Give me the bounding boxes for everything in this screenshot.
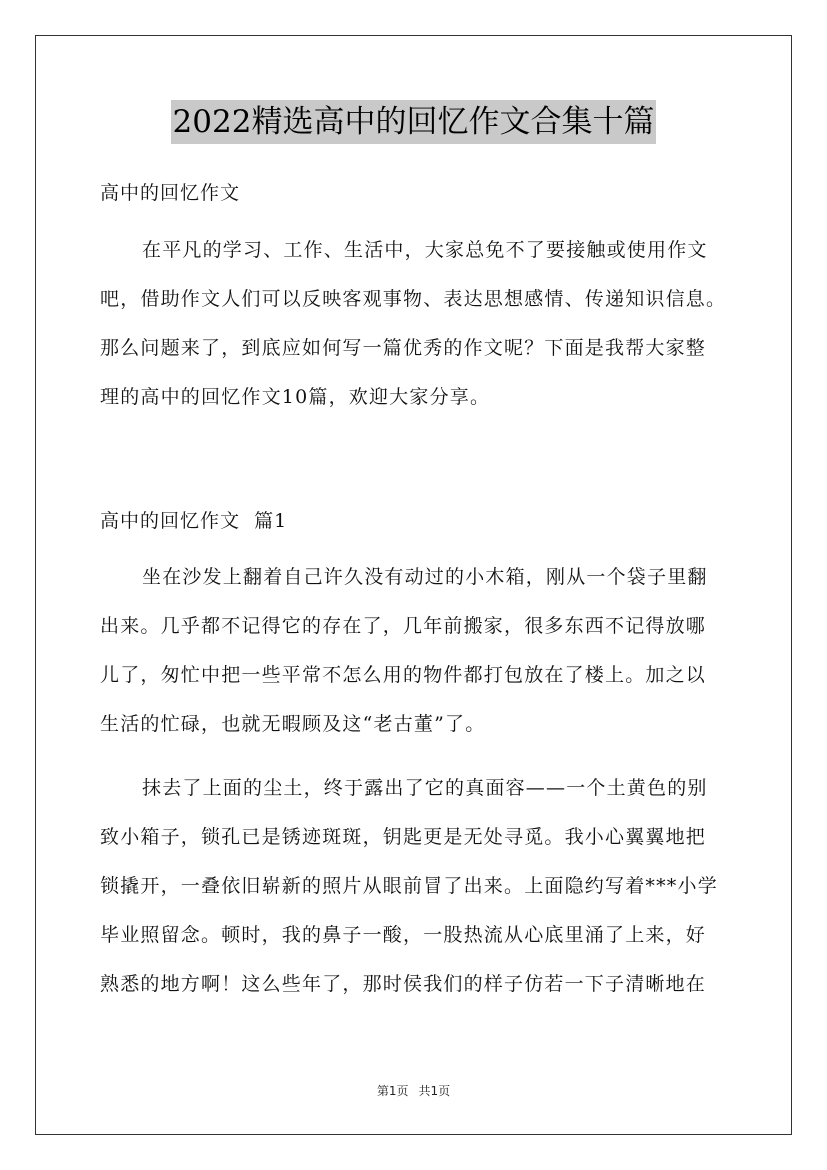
title-area: [0, 100, 827, 144]
document-title: 2022精选高中的回忆作文合集十篇: [171, 100, 657, 144]
para1-line-4: 生活的忙碌，也就无暇顾及这“老古董”了。: [100, 713, 486, 735]
intro-heading: 高中的回忆作文: [100, 182, 241, 204]
para2-line-2: 致小箱子，锁孔已是锈迹斑斑，钥匙更是无处寻觅。我小心翼翼地把: [100, 826, 707, 848]
section-heading: 高中的回忆作文 篇1: [100, 510, 288, 532]
intro-line-1: 在平凡的学习、工作、生活中，大家总免不了要接触或使用作文: [142, 239, 708, 261]
intro-paragraph: [100, 226, 740, 422]
para1-line-2: 出来。几乎都不记得它的存在了，几年前搬家，很多东西不记得放哪: [100, 615, 707, 637]
para2-line-3: 锁撬开，一叠依旧崭新的照片从眼前冒了出来。上面隐约写着***小学: [100, 875, 718, 897]
para1-line-3: 儿了，匆忙中把一些平常不怎么用的物件都打包放在了楼上。加之以: [100, 664, 707, 686]
page-footer: [0, 1082, 827, 1099]
intro-line-3: 那么问题来了，到底应如何写一篇优秀的作文呢？下面是我帮大家整: [100, 337, 707, 359]
paragraph-1: [100, 553, 740, 749]
page-total: 共1页: [418, 1084, 451, 1098]
para1-line-1: 坐在沙发上翻着自己许久没有动过的小木箱，刚从一个袋子里翻: [142, 566, 708, 588]
intro-line-4: 理的高中的回忆作文10篇，欢迎大家分享。: [100, 386, 491, 408]
para2-line-1: 抹去了上面的尘土，终于露出了它的真面容——一个土黄色的别: [142, 777, 708, 799]
para2-line-4: 毕业照留念。顿时，我的鼻子一酸，一股热流从心底里涌了上来，好: [100, 924, 707, 946]
intro-line-2: 吧，借助作文人们可以反映客观事物、表达思想感情、传递知识信息。: [100, 288, 727, 310]
page-number: 第1页: [376, 1084, 409, 1098]
para2-line-5: 熟悉的地方啊！这么些年了，那时侯我们的样子仿若一下子清晰地在: [100, 973, 707, 995]
paragraph-2: [100, 764, 740, 1009]
